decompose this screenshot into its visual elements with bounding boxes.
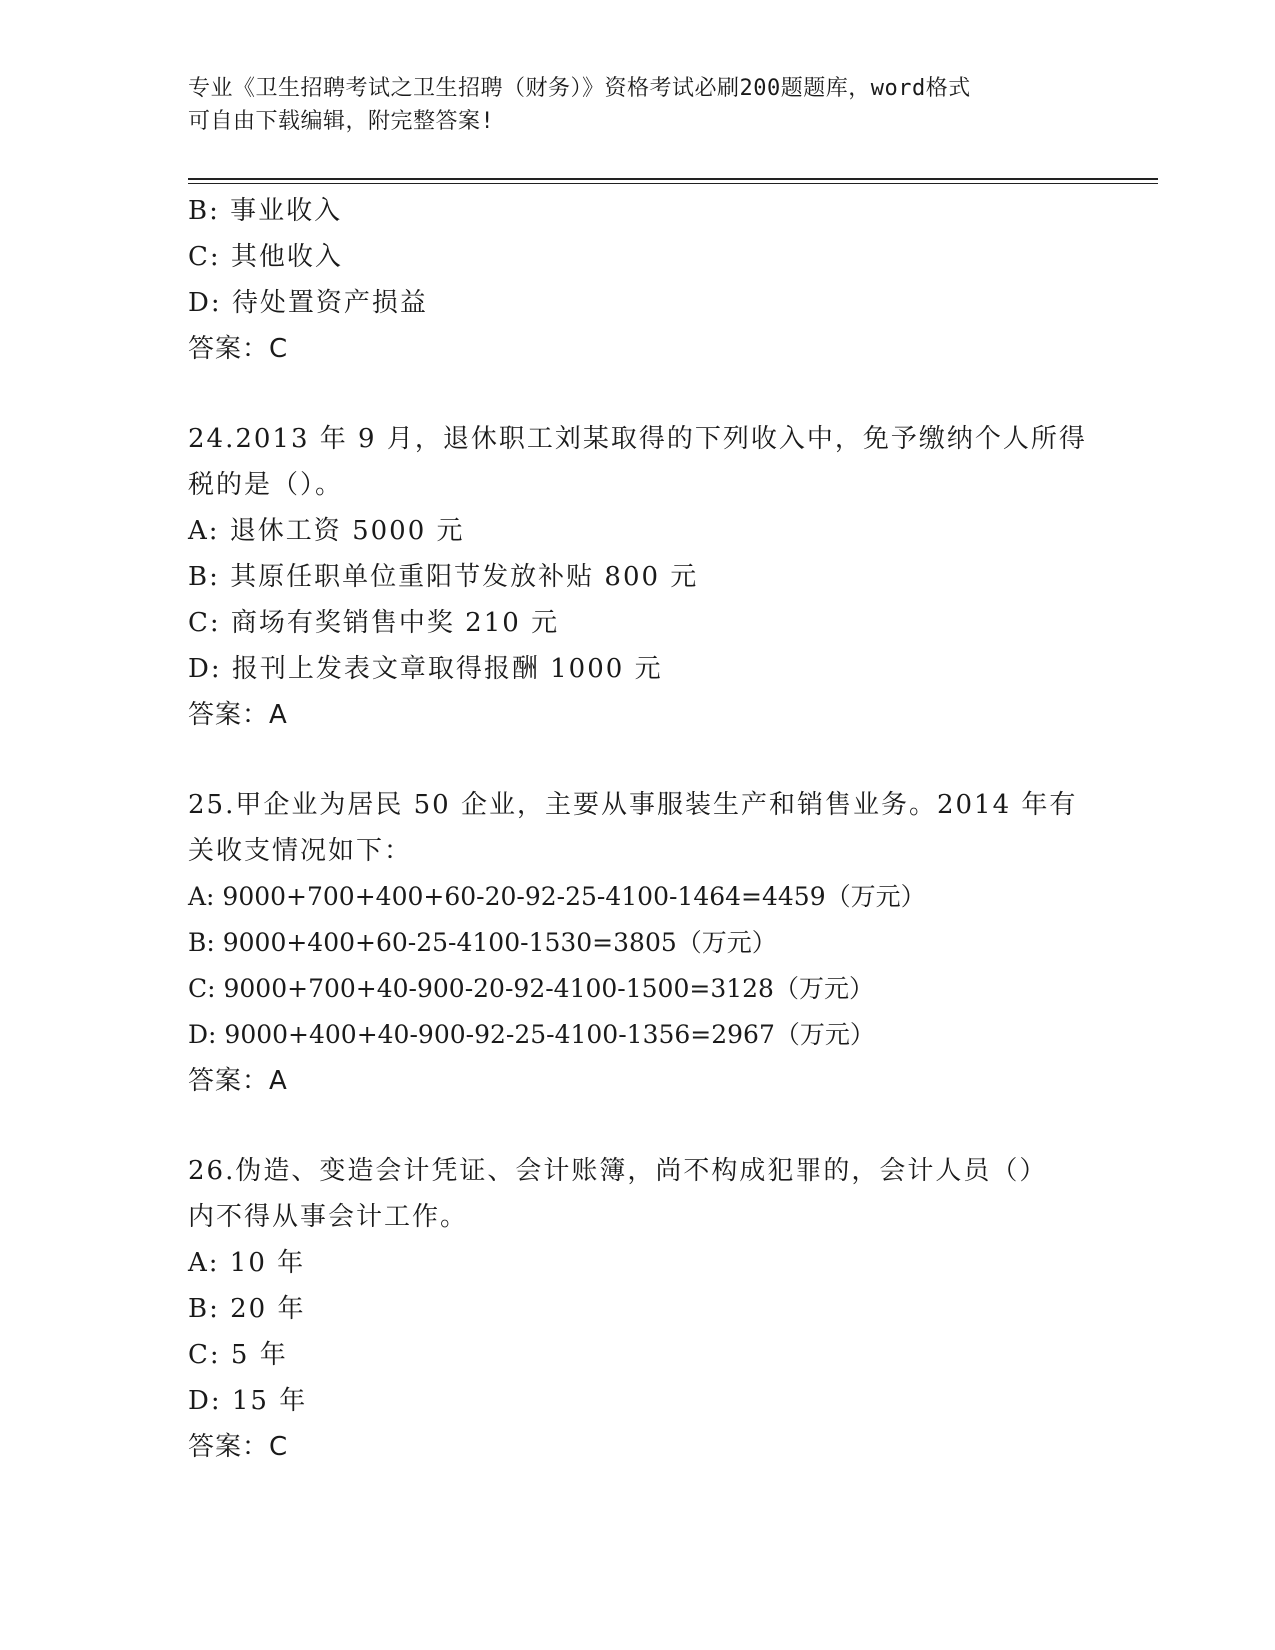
header-line-2: 可自由下载编辑，附完整答案!: [188, 109, 495, 134]
answer: 答案：C: [188, 1432, 289, 1462]
option-b: B: 事业收入: [188, 196, 343, 226]
question-stem-line: 26.伪造、变造会计凭证、会计账簿，尚不构成犯罪的，会计人员（）: [188, 1156, 1048, 1186]
spacer: [188, 372, 1118, 416]
option-c: C: 5 年: [188, 1340, 288, 1370]
header-divider: [188, 178, 1158, 184]
option-a: A: 退休工资 5000 元: [188, 516, 465, 546]
option-d: D: 9000+400+40-900-92-25-4100-1356=2967（万元）: [188, 1020, 875, 1049]
answer: 答案：A: [188, 1066, 288, 1096]
question-25: [188, 782, 1118, 1104]
question-stem-line: 内不得从事会计工作。: [188, 1202, 469, 1232]
question-stem-line: 25.甲企业为居民 50 企业，主要从事服装生产和销售业务。2014 年有: [188, 790, 1078, 820]
option-b: B: 9000+400+60-25-4100-1530=3805（万元）: [188, 928, 777, 957]
option-c: C: 9000+700+40-900-20-92-4100-1500=3128（万元）: [188, 974, 874, 1003]
question-stem-line: 24.2013 年 9 月，退休职工刘某取得的下列收入中，免予缴纳个人所得: [188, 424, 1087, 454]
option-a: A: 9000+700+400+60-20-92-25-4100-1464=4459（万元）: [188, 882, 926, 911]
option-c: C: 其他收入: [188, 242, 343, 272]
document-body: [188, 188, 1118, 1470]
spacer: [188, 1104, 1118, 1148]
option-d: D: 15 年: [188, 1386, 308, 1416]
answer: 答案：C: [188, 334, 289, 364]
option-d: D: 报刊上发表文章取得报酬 1000 元: [188, 654, 663, 684]
option-a: A: 10 年: [188, 1248, 306, 1278]
option-b: B: 20 年: [188, 1294, 306, 1324]
document-header: [188, 72, 1088, 138]
question-24: [188, 416, 1118, 738]
question-stem-line: 关收支情况如下：: [188, 836, 413, 866]
option-d: D: 待处置资产损益: [188, 288, 428, 318]
question-stem-line: 税的是（）。: [188, 470, 344, 500]
spacer: [188, 738, 1118, 782]
answer: 答案：A: [188, 700, 288, 730]
option-c: C: 商场有奖销售中奖 210 元: [188, 608, 560, 638]
option-b: B: 其原任职单位重阳节发放补贴 800 元: [188, 562, 699, 592]
question-23-continued: [188, 188, 1118, 372]
header-line-1: 专业《卫生招聘考试之卫生招聘（财务）》资格考试必刷200题题库，word格式: [188, 76, 971, 101]
question-26: [188, 1148, 1118, 1470]
